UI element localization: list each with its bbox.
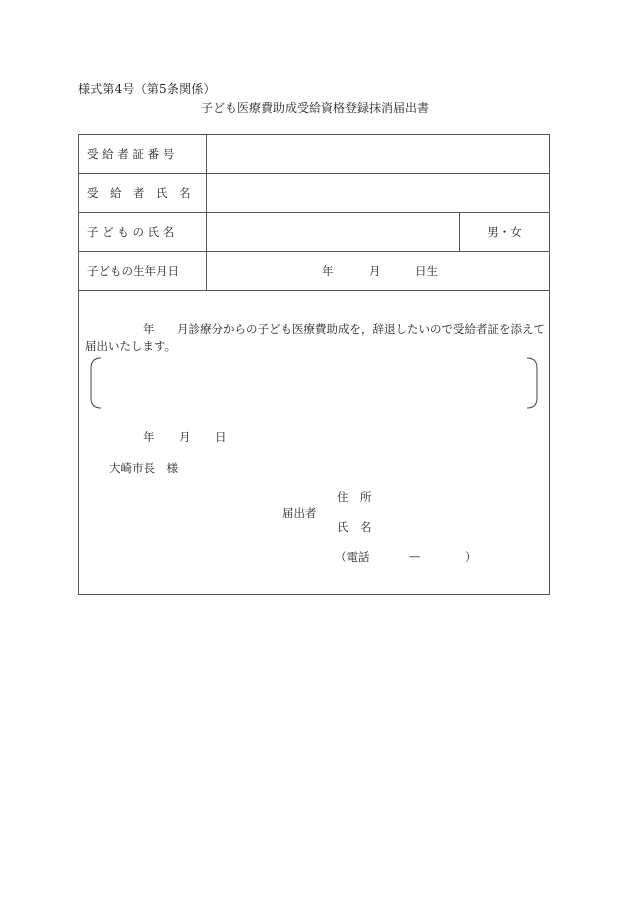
phone-dash: — [409,549,421,563]
form-table [78,134,550,595]
dob-month: 月 [369,264,381,278]
left-bracket [91,358,101,408]
row-child-name [79,213,549,252]
decl-year: 年 [143,322,155,336]
phone-open: （電話 [335,550,370,564]
recipient-name-field[interactable] [207,174,549,212]
decl-line1: 月診療分からの子ども医療費助成を，辞退したいので受給者証を添えて [177,322,545,336]
child-name-field[interactable] [207,213,459,251]
row-child-dob [79,252,549,291]
child-dob-field[interactable] [207,252,549,290]
child-name-label: 子 ど も の 氏 名 [79,213,207,251]
declaration-section [79,291,549,595]
child-dob-label: 子どもの生年月日 [79,252,207,290]
date-year: 年 [143,430,155,444]
phone-close: ） [465,550,477,564]
recipient-name-label: 受 給 者 氏 名 [79,174,207,212]
date-month: 月 [179,430,191,444]
document-title: 子ども医療費助成受給資格登録抹消届出書 [200,101,429,115]
decl-line2: 届出いたします。 [85,339,177,353]
notifier-label: 届出者 [282,506,317,520]
dob-year: 年 [322,264,334,278]
dob-day: 日生 [415,264,438,278]
recipient-cert-no-label: 受 給 者 証 番 号 [79,135,207,173]
right-bracket [527,358,537,408]
address-label: 住 所 [337,490,372,504]
row-recipient-name [79,174,549,213]
remarks-bracket[interactable] [89,357,539,409]
row-recipient-cert-no [79,135,549,174]
recipient-cert-no-field[interactable] [207,135,549,173]
gender-field[interactable]: 男・女 [459,213,549,251]
date-day: 日 [215,430,227,444]
form-number: 様式第4号（第5条関係） [78,82,216,96]
addressee: 大崎市長 様 [109,461,178,475]
name-label: 氏 名 [337,520,372,534]
